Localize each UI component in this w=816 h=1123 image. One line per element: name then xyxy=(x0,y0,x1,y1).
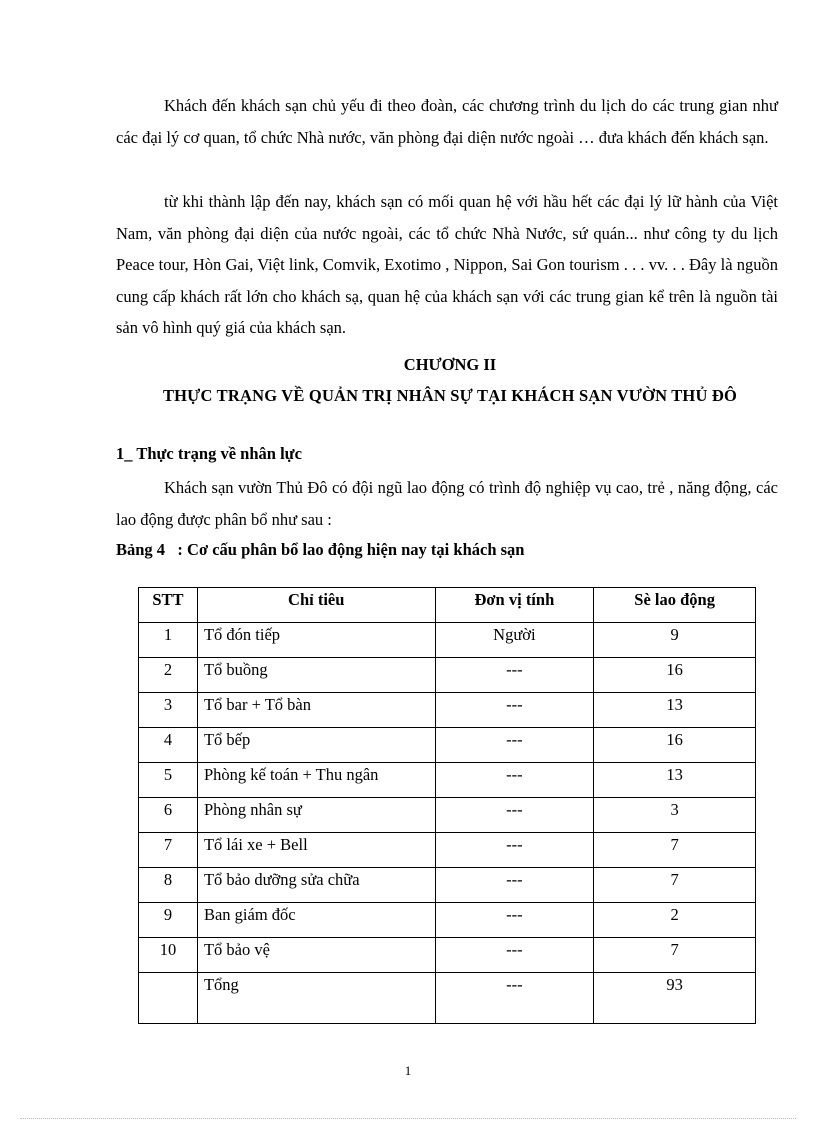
cell-stt: 3 xyxy=(139,693,198,728)
cell-criteria: Ban giám đốc xyxy=(197,903,435,938)
cell-count: 7 xyxy=(594,938,756,973)
cell-count: 9 xyxy=(594,623,756,658)
cell-criteria: Tổ lái xe + Bell xyxy=(197,833,435,868)
cell-stt xyxy=(139,973,198,1024)
cell-unit: --- xyxy=(435,973,594,1024)
page-bottom-divider xyxy=(20,1118,796,1119)
cell-unit: --- xyxy=(435,868,594,903)
table-total-row xyxy=(139,973,756,1024)
table-header-row xyxy=(139,588,756,623)
cell-count: 3 xyxy=(594,798,756,833)
cell-unit: --- xyxy=(435,658,594,693)
cell-stt: 4 xyxy=(139,728,198,763)
cell-criteria: Tổ bếp xyxy=(197,728,435,763)
table-row xyxy=(139,833,756,868)
header-criteria: Chỉ tiêu xyxy=(197,588,435,623)
header-stt: STT xyxy=(139,588,198,623)
cell-criteria: Tổ đón tiếp xyxy=(197,623,435,658)
cell-count: 13 xyxy=(594,763,756,798)
paragraph-staff: Khách sạn vườn Thủ Đô có đội ngũ lao động có trình độ nghiệp vụ cao, trẻ , năng động, các lao động được phân bổ như sau : xyxy=(116,478,778,529)
cell-unit: --- xyxy=(435,903,594,938)
cell-criteria: Phòng kế toán + Thu ngân xyxy=(197,763,435,798)
cell-criteria: Tổ buồng xyxy=(197,658,435,693)
table-caption: Bảng 4 : Cơ cấu phân bổ lao động hiện nay tại khách sạn xyxy=(116,540,525,559)
cell-stt: 2 xyxy=(139,658,198,693)
header-unit: Đơn vị tính xyxy=(435,588,594,623)
table-row xyxy=(139,728,756,763)
cell-criteria: Tổ bảo vệ xyxy=(197,938,435,973)
cell-stt: 8 xyxy=(139,868,198,903)
cell-count: 16 xyxy=(594,728,756,763)
cell-unit: Người xyxy=(435,623,594,658)
cell-unit: --- xyxy=(435,938,594,973)
table-row xyxy=(139,903,756,938)
table-row xyxy=(139,938,756,973)
cell-count: 93 xyxy=(594,973,756,1024)
cell-count: 7 xyxy=(594,868,756,903)
table-row xyxy=(139,868,756,903)
paragraph-agencies: từ khi thành lập đến nay, khách sạn có mối quan hệ với hầu hết các đại lý lữ hành của Việt Nam, văn phòng đại diện của nước ngoài, các tổ chức Nhà Nước, sứ quán... như công ty du lịch Peace tour, Hòn Gai, Việt link, Comvik, Exotimo , Nippon, Sai Gon tourism . . . vv. . . Đây là nguồn cung cấp khách rất lớn cho khách sạ, quan hệ của khách sạn với các trung gian kể trên là nguồn tài sản vô hình quý giá của khách sạn. xyxy=(116,192,778,337)
page-number: 1 xyxy=(404,1063,412,1078)
cell-unit: --- xyxy=(435,833,594,868)
cell-unit: --- xyxy=(435,763,594,798)
cell-stt: 6 xyxy=(139,798,198,833)
cell-stt: 5 xyxy=(139,763,198,798)
chapter-label: CHƯƠNG II xyxy=(403,355,497,374)
cell-count: 2 xyxy=(594,903,756,938)
cell-criteria: Tổ bảo dưỡng sửa chữa xyxy=(197,868,435,903)
table-row xyxy=(139,763,756,798)
cell-stt: 1 xyxy=(139,623,198,658)
section-heading: 1_ Thực trạng về nhân lực xyxy=(116,444,302,463)
cell-criteria: Phòng nhân sự xyxy=(197,798,435,833)
table-row xyxy=(139,798,756,833)
chapter-title: THỰC TRẠNG VỀ QUẢN TRỊ NHÂN SỰ TẠI KHÁCH SẠN VƯỜN THỦ ĐÔ xyxy=(162,386,738,405)
cell-criteria: Tổng xyxy=(197,973,435,1024)
cell-unit: --- xyxy=(435,728,594,763)
table-row xyxy=(139,658,756,693)
cell-count: 7 xyxy=(594,833,756,868)
cell-count: 16 xyxy=(594,658,756,693)
paragraph-intro: Khách đến khách sạn chủ yếu đi theo đoàn, các chương trình du lịch do các trung gian như các đại lý cơ quan, tổ chức Nhà nước, văn phòng đại diện nước ngoài … đưa khách đến khách sạn. xyxy=(116,96,778,147)
cell-stt: 9 xyxy=(139,903,198,938)
cell-unit: --- xyxy=(435,798,594,833)
cell-criteria: Tổ bar + Tổ bàn xyxy=(197,693,435,728)
table-row xyxy=(139,623,756,658)
cell-stt: 10 xyxy=(139,938,198,973)
staff-table xyxy=(138,587,756,1024)
table-row xyxy=(139,693,756,728)
header-count: Sè lao động xyxy=(594,588,756,623)
cell-count: 13 xyxy=(594,693,756,728)
cell-stt: 7 xyxy=(139,833,198,868)
cell-unit: --- xyxy=(435,693,594,728)
